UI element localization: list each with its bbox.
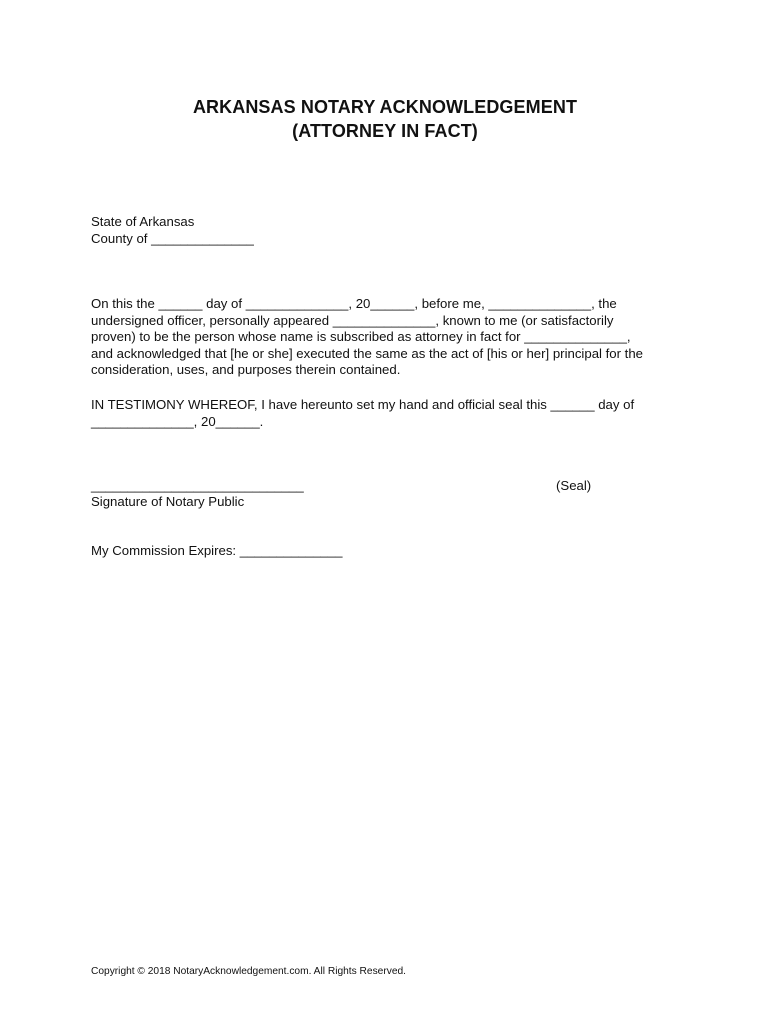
document-title-line-2: (ATTORNEY IN FACT) <box>292 121 478 141</box>
state-label: State of Arkansas <box>91 214 195 229</box>
paragraph-line: proven) to be the person whose name is subscribed as attorney in fact for ______________, <box>91 329 631 344</box>
signature-label: Signature of Notary Public <box>91 494 245 509</box>
paragraph-line: consideration, uses, and purposes therein contained. <box>91 362 401 377</box>
paragraph-line: ______________, 20______. <box>91 413 264 429</box>
document-title-line-1: ARKANSAS NOTARY ACKNOWLEDGEMENT <box>192 97 578 117</box>
seal-label: (Seal) <box>556 478 592 493</box>
paragraph-line: IN TESTIMONY WHEREOF, I have hereunto set my hand and official seal this ______ day of <box>91 397 635 412</box>
county-label: County of ______________ <box>91 231 254 246</box>
paragraph-line: and acknowledged that [he or she] executed the same as the act of [his or her] principal for the <box>91 345 644 361</box>
copyright-footer: Copyright © 2018 NotaryAcknowledgement.com. All Rights Reserved. <box>91 966 406 977</box>
paragraph-line: On this the ______ day of ______________, 20______, before me, ______________, the <box>91 296 617 311</box>
acknowledgement-paragraph <box>91 296 643 379</box>
signature-line: _____________________________ <box>91 478 304 493</box>
commission-expires: My Commission Expires: ______________ <box>91 543 343 558</box>
paragraph-line: undersigned officer, personally appeared ______________, known to me (or satisfactorily <box>91 312 614 328</box>
testimony-paragraph <box>91 397 634 430</box>
